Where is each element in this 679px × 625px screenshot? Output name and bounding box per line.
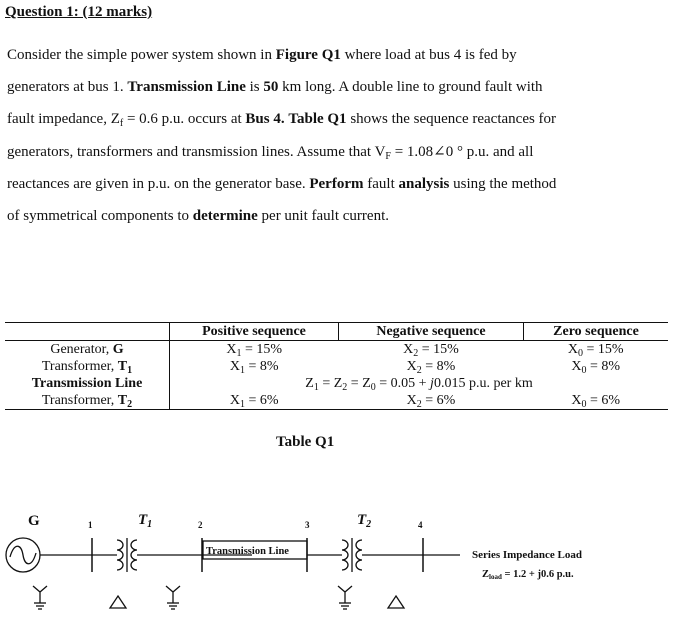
ground-wye-t1-icon <box>166 586 180 609</box>
bus-4-label: 4 <box>418 520 423 530</box>
figure-q1-diagram <box>0 500 679 625</box>
cell-positive: $X_1 = 6\%$ <box>170 392 339 410</box>
transformer-t2-symbol <box>342 538 362 572</box>
sequence-table <box>5 322 668 410</box>
t2-label: $T_2$ <box>357 512 372 530</box>
question-text <box>7 39 619 232</box>
row-label: Transformer, $T_2$ <box>5 392 170 410</box>
ground-wye-t2-icon <box>338 586 352 609</box>
bus-3-label: 3 <box>305 520 310 530</box>
question-line: generators at bus 1. Transmission Line is 50 km long. A double line to ground fault with <box>7 79 543 96</box>
cell-negative: $X_2 = 6\%$ <box>339 392 524 410</box>
bus-2-label: 2 <box>198 520 203 530</box>
row-label: Transformer, $T_1$ <box>5 358 170 375</box>
table-row-transformer-t1 <box>5 358 668 375</box>
question-heading: Question 1: (12 marks) <box>5 4 153 20</box>
table-row-transmission-line <box>5 375 668 392</box>
load-impedance: Zload = 1.2 + j0.6 p.u. <box>482 569 574 581</box>
cell-positive: $X_1 = 8\%$ <box>229 359 279 376</box>
table-header-positive: Positive sequence <box>170 323 339 341</box>
delta-t2-icon <box>388 596 404 608</box>
table-header-negative: Negative sequence <box>339 323 524 341</box>
question-line: reactances are given in p.u. on the generator base. Perform fault analysis using the method <box>7 175 557 192</box>
cell-zero: $X_0 = 15\%$ <box>567 342 624 359</box>
delta-t1-icon <box>110 596 126 608</box>
ground-wye-generator-icon <box>33 586 47 609</box>
bus-1-label: 1 <box>88 520 93 530</box>
cell-negative: $X_2 = 8\%$ <box>406 359 456 376</box>
question-line: fault impedance, $Z_f = 0.6$ p.u. occurs at Bus 4. Table Q1 shows the sequence reactances for <box>7 111 557 130</box>
load-title: Series Impedance Load <box>472 549 582 561</box>
cell-positive: $X_1 = 15\%$ <box>226 342 283 359</box>
table-caption: Table Q1 <box>276 434 335 450</box>
transformer-t1-symbol <box>117 538 137 572</box>
row-label: Transmission Line <box>5 375 170 392</box>
t1-label: $T_1$ <box>138 512 153 530</box>
table-row-generator <box>5 341 668 359</box>
cell-zero: $X_0 = 8\%$ <box>571 359 621 376</box>
cell-negative: $X_2 = 15\%$ <box>403 342 459 359</box>
row-label: Generator, G <box>5 341 170 359</box>
question-line: generators, transformers and transmission lines. Assume that $V_F$ = 1.08∠0 ° p.u. and all <box>7 143 534 162</box>
question-line: of symmetrical components to determine per unit fault current. <box>7 208 389 225</box>
generator-label: G <box>28 513 40 529</box>
cell-zero: $X_0 = 6\%$ <box>524 392 669 410</box>
transmission-line-label: Transmission Line <box>206 546 289 557</box>
generator-symbol <box>6 538 40 572</box>
question-line: Consider the simple power system shown in Figure Q1 where load at bus 4 is fed by <box>7 47 517 63</box>
table-header-row <box>5 323 668 341</box>
table-header-zero: Zero sequence <box>524 323 669 341</box>
table-header-blank <box>5 323 170 341</box>
cell-line-impedance: $Z_1 = Z_2 = Z_0 = 0.05 + j0.015$ p.u. per km <box>305 376 533 393</box>
table-row-transformer-t2 <box>5 392 668 410</box>
